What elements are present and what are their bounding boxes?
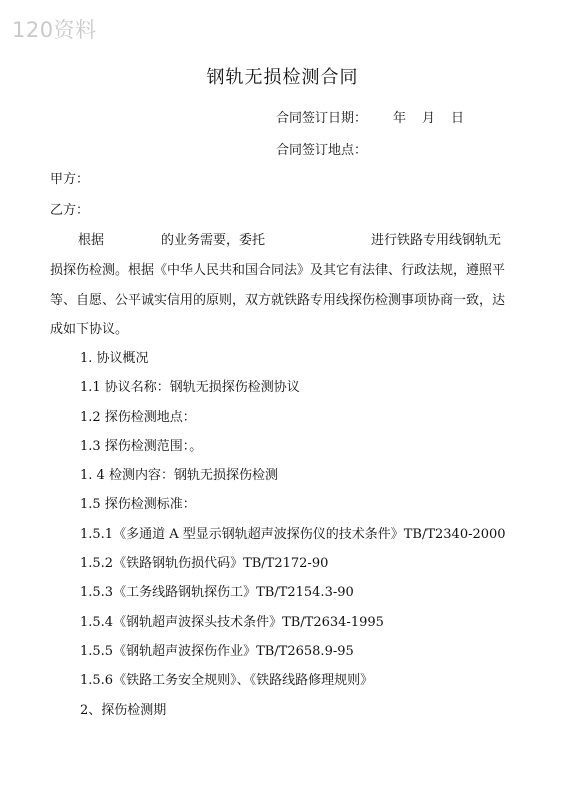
standard-item: 1.5.2《铁路钢轨伤损代码》TB/T2172-90 <box>80 556 329 571</box>
section-item: 1. 4 检测内容：钢轨无损探伤检测 <box>80 468 278 483</box>
intro-line-3: 等、自愿、公平诚实信用的原则，双方就铁路专用线探伤检测事项协商一致，达 <box>50 293 506 308</box>
sign-date-day: 日 <box>451 111 465 126</box>
sign-date-label: 合同签订日期： <box>276 111 368 126</box>
intro-text-a: 根据 <box>78 233 105 248</box>
standard-item: 1.5.5《钢轨超声波探伤作业》TB/T2658.9-95 <box>80 644 354 659</box>
section-heading: 2、探伤检测期 <box>80 703 167 718</box>
party-b-label: 乙方： <box>50 203 90 218</box>
party-a-label: 甲方： <box>50 172 90 187</box>
standard-item: 1.5.6《铁路工务安全规则》、《铁路线路修理规则》 <box>80 673 374 688</box>
intro-text-c: 进行铁路专用线钢轨无 <box>371 233 502 248</box>
sign-place-row <box>276 143 367 159</box>
sign-date-year: 年 <box>393 111 407 126</box>
sign-place-label: 合同签订地点： <box>276 143 368 158</box>
standard-item: 1.5.3《工务线路钢轨探伤工》TB/T2154.3-90 <box>80 585 354 600</box>
section-heading: 1. 协议概况 <box>80 351 149 366</box>
standard-item: 1.5.4《钢轨超声波探头技术条件》TB/T2634-1995 <box>80 615 384 630</box>
section-item: 1.1 协议名称：钢轨无损探伤检测协议 <box>80 380 300 395</box>
watermark: 120资料 <box>12 18 97 42</box>
intro-text-b: 的业务需要，委托 <box>161 233 266 248</box>
intro-line-2: 损探伤检测。根据《中华人民共和国合同法》及其它有法律、行政法规，遵照平 <box>50 263 506 278</box>
section-item: 1.3 探伤检测范围：。 <box>80 439 203 454</box>
section-item: 1.2 探伤检测地点： <box>80 410 196 425</box>
sign-date-row <box>276 111 464 127</box>
sign-date-month: 月 <box>422 111 436 126</box>
standard-item: 1.5.1《多通道 A 型显示钢轨超声波探伤仪的技术条件》TB/T2340-2000 <box>80 527 506 542</box>
intro-line-4: 成如下协议。 <box>50 322 129 337</box>
intro-line-1 <box>50 233 522 249</box>
section-item: 1.5 探伤检测标准： <box>80 497 196 512</box>
document-title: 钢轨无损检测合同 <box>206 67 359 88</box>
